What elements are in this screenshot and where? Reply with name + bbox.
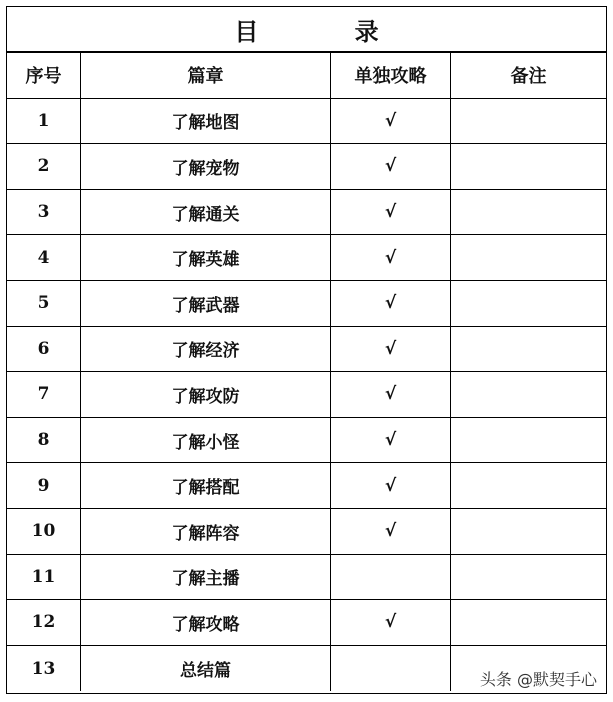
row-separate-check: √ [331,99,451,145]
row-separate-check: √ [331,509,451,555]
row-note [451,372,606,418]
row-chapter: 了解阵容 [81,509,331,555]
row-chapter: 了解经济 [81,327,331,373]
row-note [451,327,606,373]
watermark: 头条 @默契手心 [478,667,599,690]
row-chapter: 了解小怪 [81,418,331,464]
row-chapter: 了解宠物 [81,144,331,190]
row-note [451,235,606,281]
row-separate-check: √ [331,190,451,236]
row-separate-check: √ [331,418,451,464]
row-note [451,418,606,464]
row-number: 6 [7,327,81,373]
header-notes: 备注 [451,53,606,99]
row-note [451,144,606,190]
row-number: 4 [7,235,81,281]
row-separate-check: √ [331,463,451,509]
row-chapter: 了解地图 [81,99,331,145]
row-separate-check [331,646,451,692]
row-chapter: 了解攻略 [81,600,331,646]
row-chapter: 了解通关 [81,190,331,236]
row-chapter: 了解武器 [81,281,331,327]
row-number: 13 [7,646,81,692]
row-chapter: 了解攻防 [81,372,331,418]
row-number: 5 [7,281,81,327]
row-number: 11 [7,555,81,601]
row-separate-check: √ [331,144,451,190]
row-separate-check: √ [331,600,451,646]
row-note [451,190,606,236]
row-separate-check: √ [331,372,451,418]
contents-table [6,6,607,694]
row-number: 12 [7,600,81,646]
table-grid [7,53,606,691]
row-number: 2 [7,144,81,190]
header-number: 序号 [7,53,81,99]
row-separate-check: √ [331,281,451,327]
row-separate-check: √ [331,327,451,373]
title-row [7,7,606,53]
header-separate-guide: 单独攻略 [331,53,451,99]
row-note [451,600,606,646]
row-separate-check: √ [331,235,451,281]
row-number: 7 [7,372,81,418]
row-number: 3 [7,190,81,236]
table-title: 目 录 [234,16,423,46]
row-number: 10 [7,509,81,555]
row-chapter: 总结篇 [81,646,331,692]
row-chapter: 了解主播 [81,555,331,601]
row-chapter: 了解英雄 [81,235,331,281]
header-chapter: 篇章 [81,53,331,99]
row-number: 1 [7,99,81,145]
row-note [451,509,606,555]
row-chapter: 了解搭配 [81,463,331,509]
row-number: 8 [7,418,81,464]
row-number: 9 [7,463,81,509]
row-note [451,555,606,601]
row-note [451,463,606,509]
row-separate-check [331,555,451,601]
row-note [451,281,606,327]
row-note [451,99,606,145]
